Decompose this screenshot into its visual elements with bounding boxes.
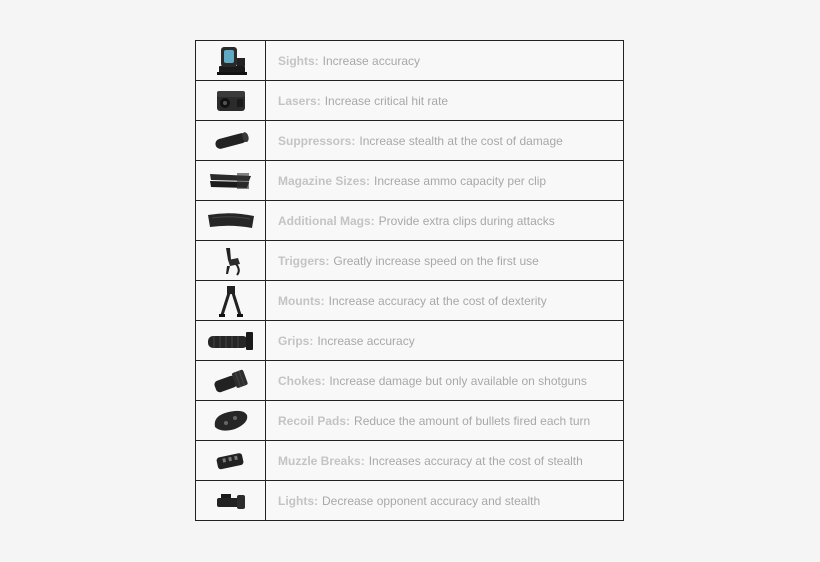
table-row xyxy=(196,161,623,201)
attachment-description: Increase critical hit rate xyxy=(324,93,449,108)
attachment-description: Increase stealth at the cost of damage xyxy=(359,133,563,148)
bipod-icon xyxy=(216,283,246,319)
attachment-description: Reduce the amount of bullets fired each turn xyxy=(354,413,591,428)
attachment-description: Increase ammo capacity per clip xyxy=(374,173,547,188)
table-row xyxy=(196,81,623,121)
weapon-light-icon xyxy=(213,488,249,514)
table-row xyxy=(196,361,623,401)
attachment-description: Increase accuracy xyxy=(317,333,415,348)
table-row xyxy=(196,201,623,241)
attachment-name: Suppressors: xyxy=(278,133,356,148)
table-row xyxy=(196,121,623,161)
attachment-description: Increase accuracy at the cost of dexterity xyxy=(328,293,547,308)
curved-magazine-icon xyxy=(204,209,258,233)
attachments-table xyxy=(195,40,624,521)
attachment-name: Mounts: xyxy=(278,293,325,308)
attachment-name: Magazine Sizes: xyxy=(278,173,371,188)
table-row xyxy=(196,41,623,81)
trigger-assembly-icon xyxy=(216,244,246,278)
attachment-name: Recoil Pads: xyxy=(278,413,351,428)
attachment-name: Grips: xyxy=(278,333,314,348)
attachment-description: Provide extra clips during attacks xyxy=(378,213,555,228)
laser-module-icon xyxy=(211,85,251,117)
stacked-magazine-icon xyxy=(207,169,255,193)
attachment-name: Chokes: xyxy=(278,373,326,388)
attachment-description: Increase accuracy xyxy=(322,53,421,68)
attachment-name: Lasers: xyxy=(278,93,321,108)
attachment-description: Decrease opponent accuracy and stealth xyxy=(322,493,541,508)
table-row xyxy=(196,321,623,361)
vertical-grip-icon xyxy=(204,328,258,354)
attachment-name: Additional Mags: xyxy=(278,213,375,228)
red-dot-sight-icon xyxy=(211,44,251,78)
muzzle-brake-icon xyxy=(213,447,249,475)
table-row xyxy=(196,441,623,481)
recoil-pad-icon xyxy=(209,405,253,437)
table-row xyxy=(196,281,623,321)
table-row xyxy=(196,241,623,281)
attachment-name: Triggers: xyxy=(278,253,330,268)
suppressor-icon xyxy=(209,126,253,156)
attachment-name: Lights: xyxy=(278,493,318,508)
table-row xyxy=(196,401,623,441)
attachment-name: Muzzle Breaks: xyxy=(278,453,365,468)
attachment-description: Increase damage but only available on shotguns xyxy=(329,373,587,388)
attachment-name: Sights: xyxy=(278,53,319,68)
table-row xyxy=(196,481,623,521)
choke-icon xyxy=(208,365,254,397)
attachment-description: Greatly increase speed on the first use xyxy=(333,253,539,268)
attachment-description: Increases accuracy at the cost of stealth xyxy=(368,453,583,468)
